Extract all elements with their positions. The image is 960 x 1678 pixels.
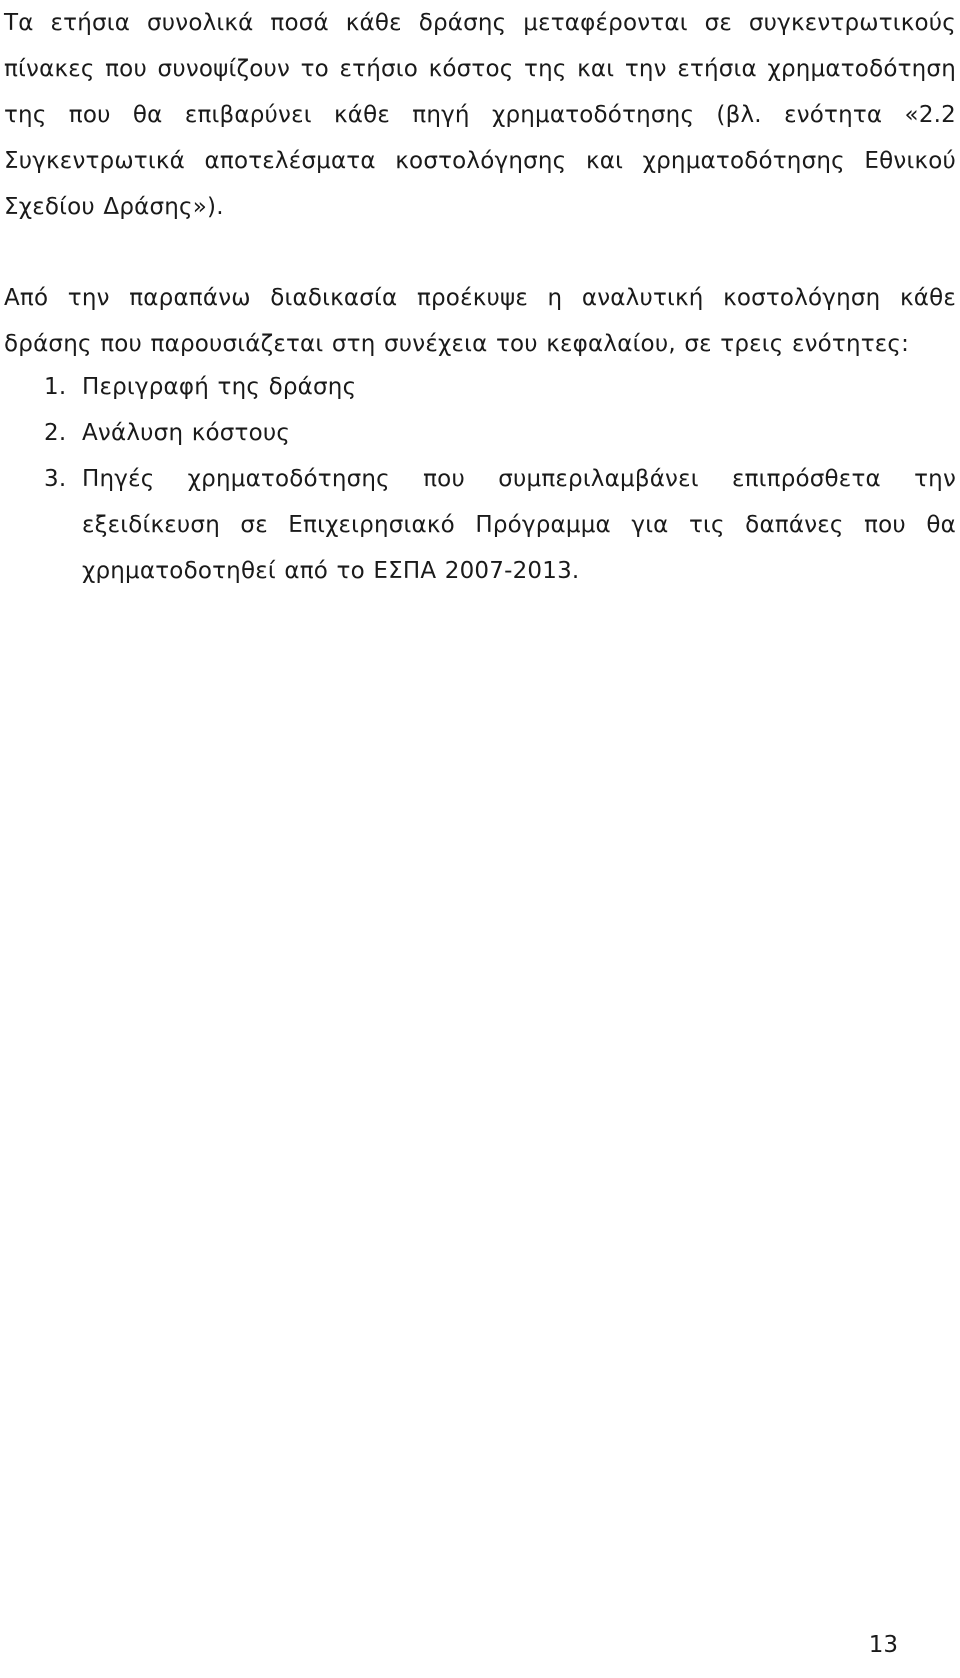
list-item [4,410,956,456]
list-item-text: Πηγές χρηματοδότησης που συμπεριλαμβάνει επιπρόσθετα την εξειδίκευση σε Επιχειρησιακό Πρόγραμμα για τις δαπάνες που θα χρηματοδοτηθεί από το ΕΣΠΑ 2007-2013. [82,466,956,584]
list-item-text: Ανάλυση κόστους [82,420,291,446]
list-item [4,364,956,410]
list-item-number: 2. [44,420,67,446]
list-item [4,456,956,594]
paragraph-analytic-costing: Από την παραπάνω διαδικασία προέκυψε η αναλυτική κοστολόγηση κάθε δράσης που παρουσιάζεται στη συνέχεια του κεφαλαίου, σε τρεις ενότητες: [4,285,956,357]
list-item-number: 1. [44,374,67,400]
page-number: 13 [868,1632,898,1658]
list-item-text: Περιγραφή της δράσης [82,374,357,400]
sections-list [4,364,956,594]
list-item-number: 3. [44,466,67,492]
paragraph-annual-totals: Τα ετήσια συνολικά ποσά κάθε δράσης μεταφέρονται σε συγκεντρωτικούς πίνακες που συνοψίζουν το ετήσιο κόστος της και την ετήσια χρηματοδότηση της που θα επιβαρύνει κάθε πηγή χρηματοδότησης (βλ. ενότητα «2.2 Συγκεντρωτικά αποτελέσματα κοστολόγησης και χρηματοδότησης Εθνικού Σχεδίου Δράσης»). [4,10,956,220]
